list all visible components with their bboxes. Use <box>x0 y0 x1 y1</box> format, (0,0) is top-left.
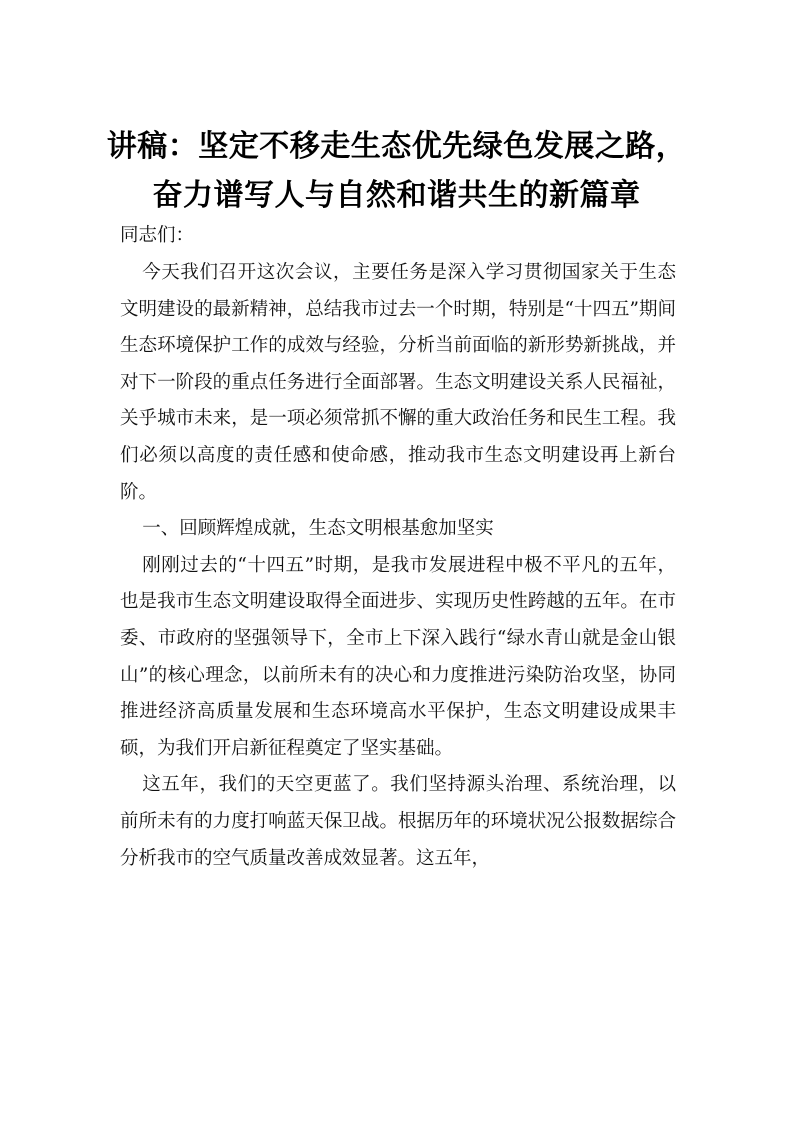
salutation: 同志们： <box>120 225 195 246</box>
paragraph-intro: 今天我们召开这次会议，主要任务是深入学习贯彻国家关于生态文明建设的最新精神，总结我市过去一个时期，特别是“十四五”期间生态环境保护工作的成效与经验，分析当前面临的新形势新挑战，并对下一阶段的重点任务进行全面部署。生态文明建设关系人民福祉，关乎城市未来，是一项必须常抓不懈的重大政治任务和民生工程。我们必须以高度的责任感和使命感，推动我市生态文明建设再上新台阶。 <box>120 262 676 503</box>
document-title-line-1: 讲稿：坚定不移走生态优先绿色发展之路， <box>106 129 687 164</box>
section-heading-1: 一、回顾辉煌成就，生态文明根基愈加坚实 <box>142 518 494 540</box>
document-title-line-2: 奋力谱写人与自然和谐共生的新篇章 <box>152 178 641 213</box>
paragraph-review: 刚刚过去的“十四五”时期，是我市发展进程中极不平凡的五年，也是我市生态文明建设取得全面进步、实现历史性跨越的五年。在市委、市政府的坚强领导下，全市上下深入践行“绿水青山就是金山银山”的核心理念，以前所未有的决心和力度推进污染防治攻坚，协同推进经济高质量发展和生态环境高水平保护，生态文明建设成果丰硕，为我们开启新征程奠定了坚实基础。 <box>120 554 676 759</box>
paragraph-blue-sky: 这五年，我们的天空更蓝了。我们坚持源头治理、系统治理，以前所未有的力度打响蓝天保卫战。根据历年的环境状况公报数据综合分析我市的空气质量改善成效显著。这五年， <box>120 774 676 869</box>
body-text <box>120 255 676 877</box>
